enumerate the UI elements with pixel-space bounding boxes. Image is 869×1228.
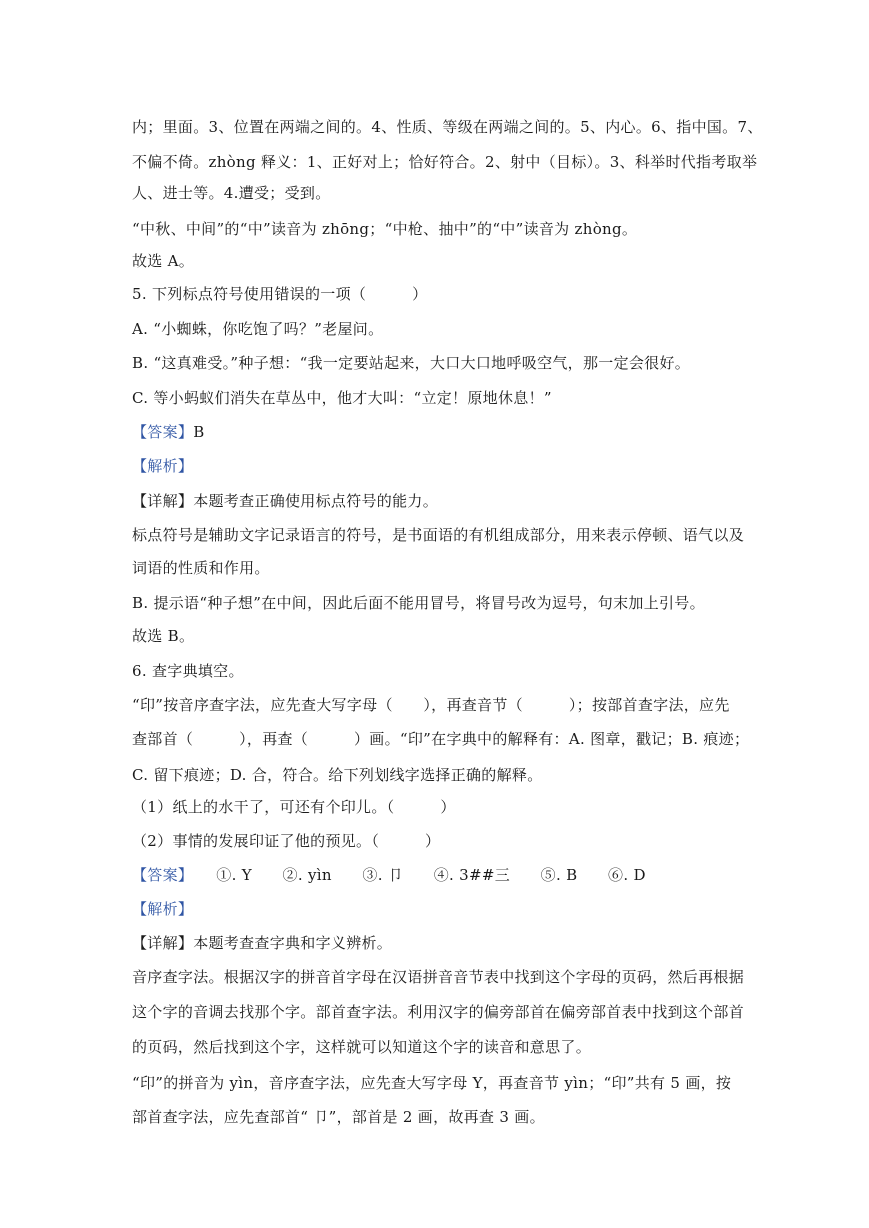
text-line xyxy=(132,283,427,305)
line-text: 【详解】本题考查查字典和字义辨析。 xyxy=(132,934,393,952)
line-text: “印”的拼音为 yìn，音序查字法，应先查大写字母 Y，再查音节 yìn；“印”共有 5 画，按 xyxy=(132,1074,732,1092)
line-text: 标点符号是辅助文字记录语言的符号，是书面语的有机组成部分，用来表示停顿、语气以及 xyxy=(132,526,745,544)
line-text: 内；里面。3、位置在两端之间的。4、性质、等级在两端之间的。5、内心。6、指中国。7、 xyxy=(132,118,763,136)
line-text: “印”按音序查字法，应先查大写字母（ ），再查音节（ ）；按部首查字法，应先 xyxy=(132,696,730,714)
line-text: B xyxy=(193,423,205,441)
text-line xyxy=(132,932,392,954)
text-line xyxy=(132,250,194,272)
text-line xyxy=(132,318,383,340)
text-line xyxy=(132,694,730,716)
line-text: 故选 A。 xyxy=(132,252,195,270)
line-text: 音序查字法。根据汉字的拼音首字母在汉语拼音音节表中找到这个字母的页码，然后再根据 xyxy=(132,968,745,986)
text-line xyxy=(132,796,456,818)
text-line xyxy=(132,387,552,409)
text-line xyxy=(132,218,637,240)
line-text: 故选 B。 xyxy=(132,627,195,645)
text-line xyxy=(132,352,690,374)
line-text: C. 等小蚂蚁们消失在草丛中，他才大叫：“立定！原地休息！” xyxy=(132,389,552,407)
line-text: 部首查字法，应先查部首“ 卩”，部首是 2 画，故再查 3 画。 xyxy=(132,1108,545,1126)
section-tag: 【答案】 xyxy=(132,423,194,441)
text-line xyxy=(132,182,331,204)
text-line xyxy=(132,966,744,988)
text-line xyxy=(132,524,744,546)
text-line xyxy=(132,421,205,443)
line-text: “中秋、中间”的“中”读音为 zhōng；“中枪、抽中”的“中”读音为 zhòng。 xyxy=(132,220,638,238)
line-text: 人、进士等。4.遭受；受到。 xyxy=(132,184,331,202)
text-line xyxy=(132,1036,591,1058)
text-line xyxy=(132,728,749,750)
line-text: 这个字的音调去找那个字。部首查字法。利用汉字的偏旁部首在偏旁部首表中找到这个部首 xyxy=(132,1003,745,1021)
section-tag: 【解析】 xyxy=(132,900,194,918)
text-line xyxy=(132,1106,545,1128)
line-text: 【详解】本题考查正确使用标点符号的能力。 xyxy=(132,492,439,510)
line-text: C. 留下痕迹；D. 合，符合。给下列划线字选择正确的解释。 xyxy=(132,766,543,784)
text-line xyxy=(132,455,193,477)
text-line xyxy=(132,830,440,852)
section-tag: 【解析】 xyxy=(132,457,194,475)
line-text: 6. 查字典填空。 xyxy=(132,662,244,680)
text-line xyxy=(132,898,193,920)
text-line xyxy=(132,625,194,647)
line-text: （2）事情的发展印证了他的预见。（ ） xyxy=(132,832,441,850)
text-line xyxy=(132,660,244,682)
line-text: A. “小蜘蛛，你吃饱了吗？”老屋问。 xyxy=(132,320,384,338)
text-line xyxy=(132,592,705,614)
line-text: 不偏不倚。zhòng 释义：1、正好对上；恰好符合。2、射中（目标）。3、科举时代指考取举 xyxy=(132,153,758,171)
text-line xyxy=(132,151,757,173)
line-text: B. “这真难受。”种子想：“我一定要站起来，大口大口地呼吸空气，那一定会很好。 xyxy=(132,354,691,372)
text-line xyxy=(132,864,646,886)
line-text: ①. Y ②. yìn ③. 卩 ④. 3##三 ⑤. B ⑥. D xyxy=(185,866,646,884)
line-text: 的页码，然后找到这个字，这样就可以知道这个字的读音和意思了。 xyxy=(132,1038,592,1056)
line-text: 查部首（ ），再查（ ）画。“印”在字典中的解释有：A. 图章，戳记；B. 痕迹； xyxy=(132,730,750,748)
section-tag: 【答案】 xyxy=(132,866,186,884)
text-line xyxy=(132,490,438,512)
line-text: 词语的性质和作用。 xyxy=(132,559,270,577)
text-line xyxy=(132,1072,731,1094)
line-text: （1）纸上的水干了，可还有个印儿。（ ） xyxy=(132,798,456,816)
line-text: B. 提示语“种子想”在中间，因此后面不能用冒号，将冒号改为逗号，句末加上引号。 xyxy=(132,594,705,612)
text-line xyxy=(132,764,543,786)
text-line xyxy=(132,557,270,579)
text-line xyxy=(132,116,763,138)
line-text: 5. 下列标点符号使用错误的一项（ ） xyxy=(132,285,428,303)
text-line xyxy=(132,1001,744,1023)
